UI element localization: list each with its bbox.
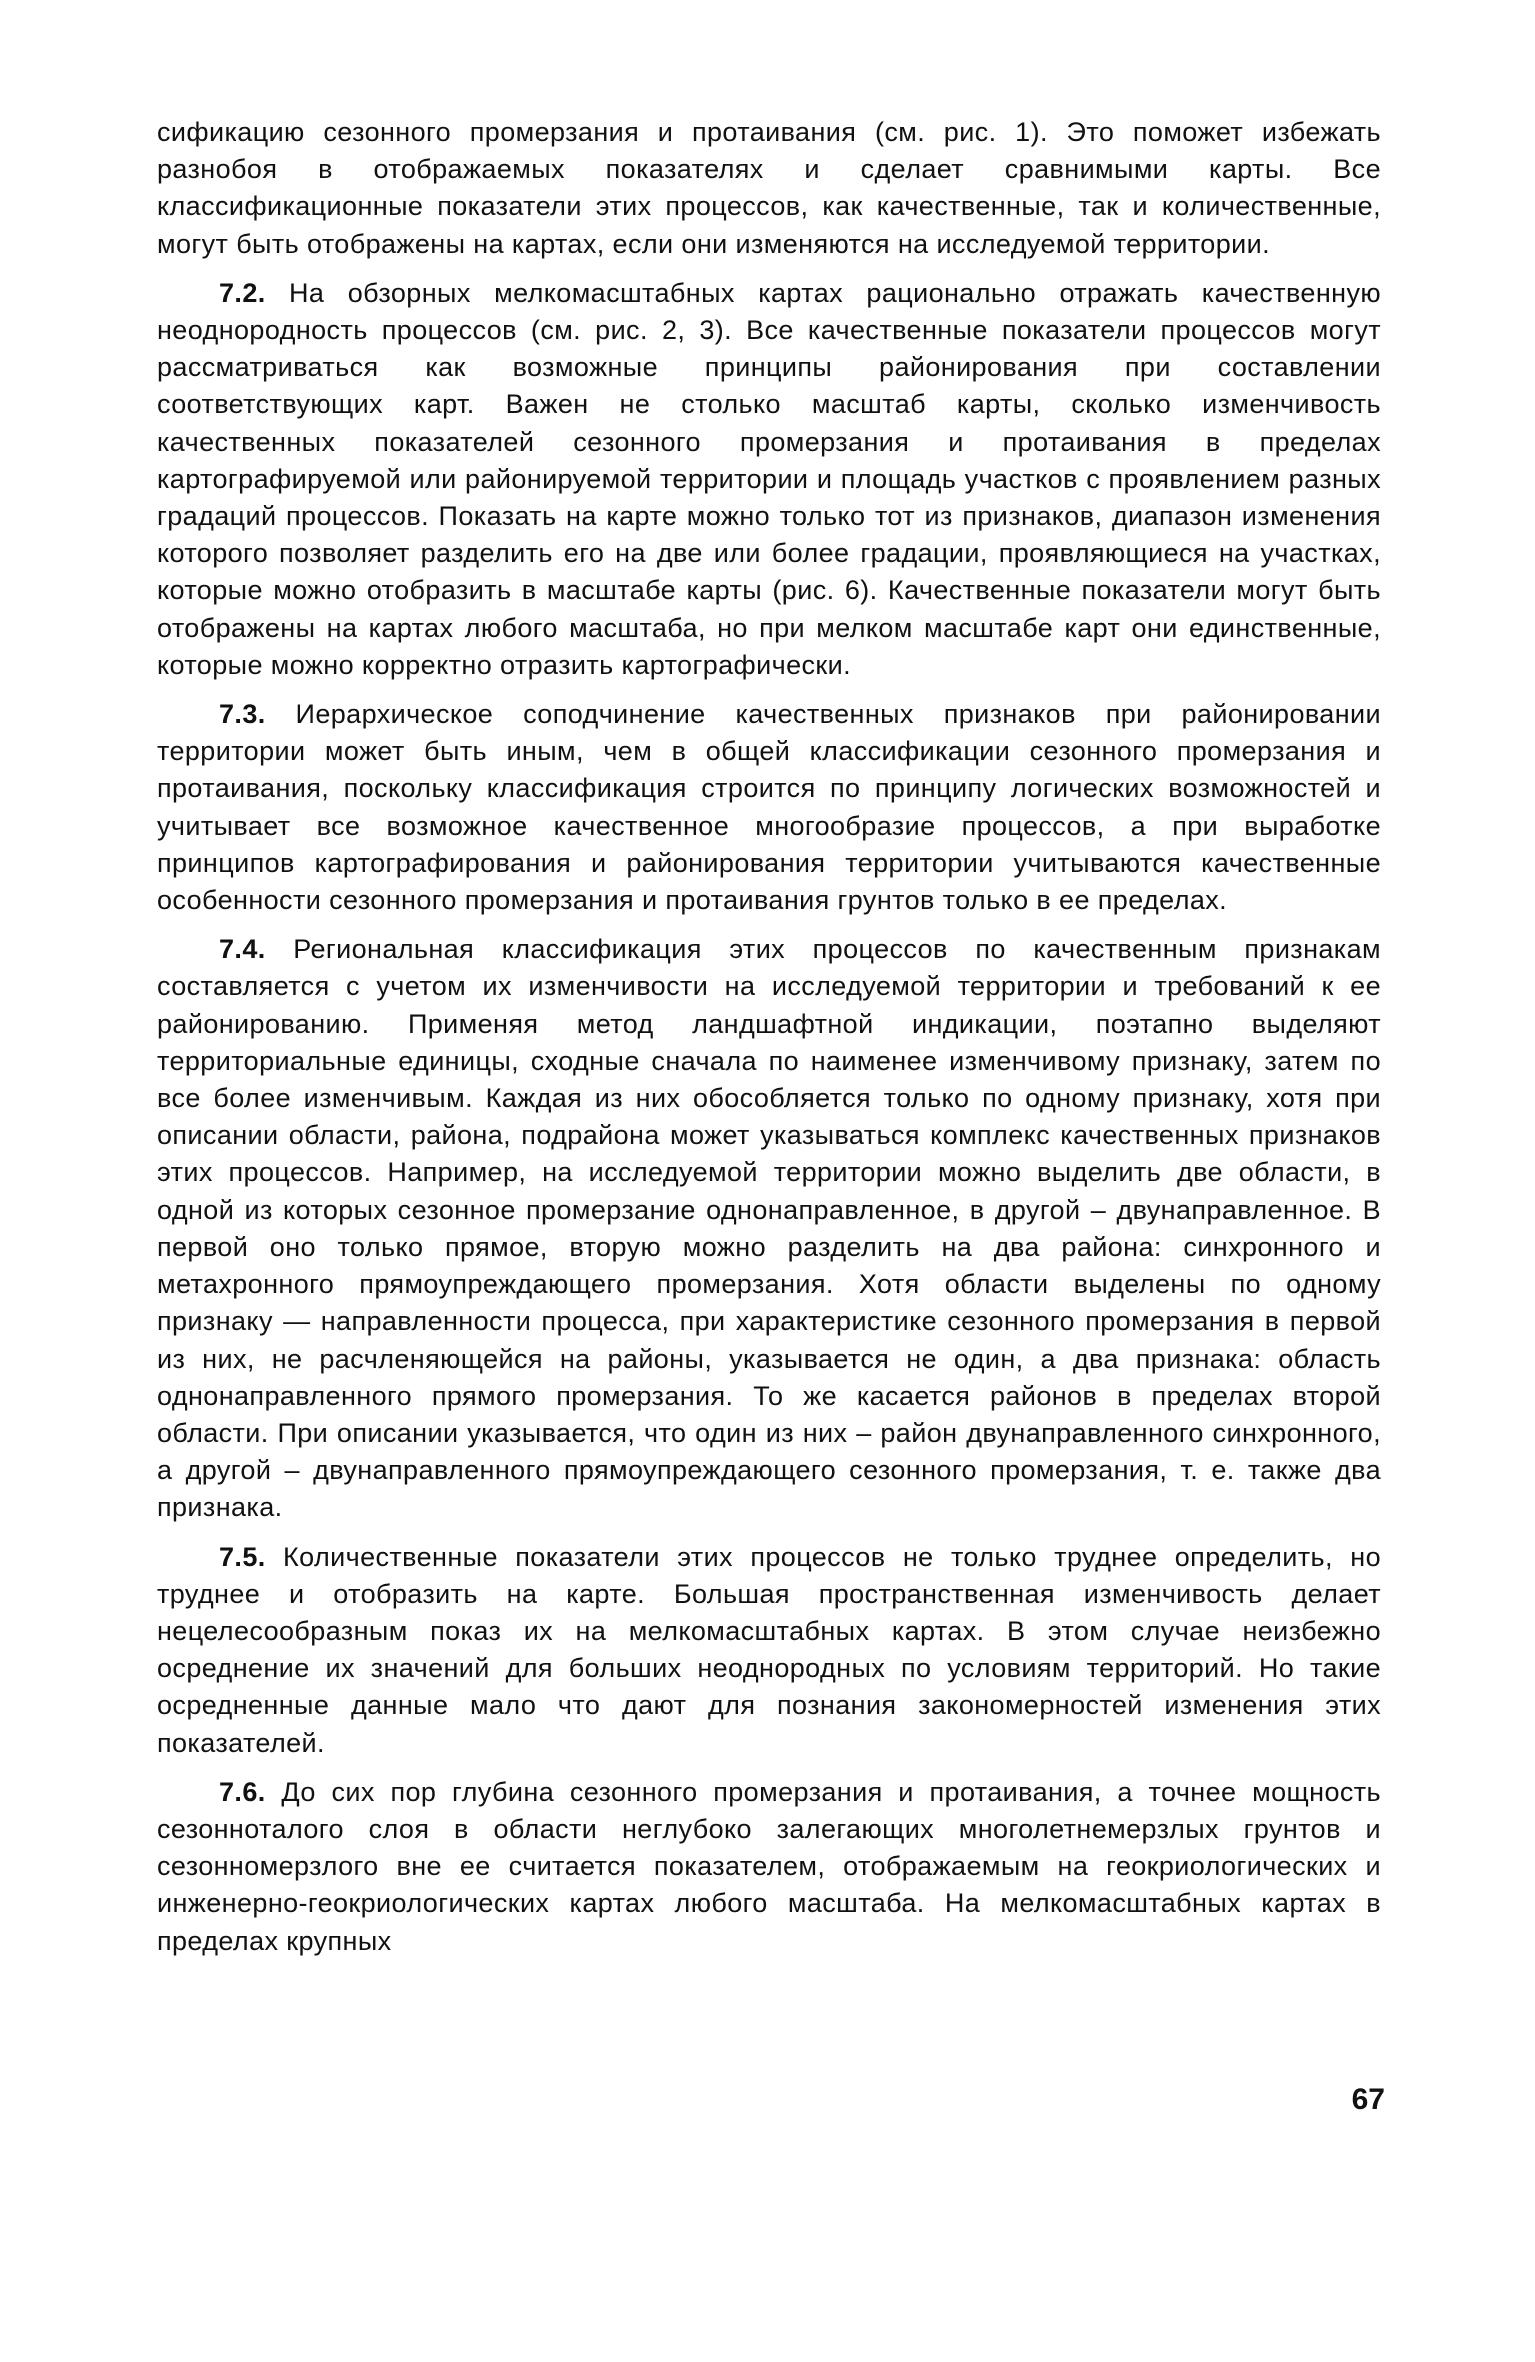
page-text xyxy=(157,114,1381,1960)
paragraph-text: сификацию сезонного промерзания и протаивания (см. рис. 1). Это поможет избежать разнобоя в отображаемых показателях и сделает сравнимыми карты. Все классификационные показатели этих процессов, как качественные, так и количественные, могут быть отображены на картах, если они изменяются на исследуемой территории. xyxy=(157,117,1381,259)
paragraph-number: 7.2. xyxy=(219,277,266,308)
paragraph-continuation xyxy=(157,114,1381,263)
paragraph-number: 7.6. xyxy=(219,1776,266,1807)
paragraph-number: 7.3. xyxy=(219,699,266,730)
paragraph-7-6 xyxy=(157,1774,1381,1960)
paragraph-number: 7.5. xyxy=(219,1541,266,1572)
paragraph-text: До сих пор глубина сезонного промерзания и протаивания, а точнее мощность сезонноталого слоя в области неглубоко залегающих многолетнемерзлых грунтов и сезонномерзлого вне ее считается показателем, отображаемым на геокриологических и инженерно-геокриологических картах любого масштаба. На мелкомасштабных картах в пределах крупных xyxy=(157,1776,1381,1956)
paragraph-7-2 xyxy=(157,275,1381,684)
paragraph-number: 7.4. xyxy=(219,934,266,965)
paragraph-text: Региональная классификация этих процессов по качественным признакам составляется с учетом их изменчивости на исследуемой территории и требований к ее районированию. Применяя метод ландшафтной индикации, поэтапно выделяют территориальные единицы, сходные сначала по наименее изменчивому признаку, затем по все более изменчивым. Каждая из них обособляется только по одному признаку, хотя при описании области, района, подрайона может указываться комплекс качественных признаков этих процессов. Например, на исследуемой территории можно выделить две области, в одной из которых сезонное промерзание однонаправленное, в другой – двунаправленное. В первой оно только прямое, вторую можно разделить на два района: синхронного и метахронного прямоупреждающего промерзания. Хотя области выделены по одному признаку — направленности процесса, при характеристике сезонного промерзания в первой из них, не расчленяющейся на районы, указывается не один, а два признака: область однонаправленного прямого промерзания. То же касается районов в пределах второй области. При описании указывается, что один из них – район двунаправленного синхронного, а другой – двунаправленного прямоупреждающего сезонного промерзания, т. е. также два признака. xyxy=(157,934,1381,1523)
page-number: 67 xyxy=(1351,2083,1385,2116)
paragraph-7-3 xyxy=(157,696,1381,919)
paragraph-text: Количественные показатели этих процессов не только труднее определить, но труднее и отобразить на карте. Большая пространственная изменчивость делает нецелесообразным показ их на мелкомасштабных картах. В этом случае неизбежно осреднение их значений для больших неоднородных по условиям территорий. Но такие осредненные данные мало что дают для познания закономерностей изменения этих показателей. xyxy=(157,1541,1381,1758)
paragraph-7-5 xyxy=(157,1539,1381,1762)
paragraph-text: На обзорных мелкомасштабных картах рационально отражать качественную неоднородность процессов (см. рис. 2, 3). Все качественные показатели процессов могут рассматриваться как возможные принципы районирования при составлении соответствующих карт. Важен не столько масштаб карты, сколько изменчивость качественных показателей сезонного промерзания и протаивания в пределах картографируемой или районируемой территории и площадь участков с проявлением разных градаций процессов. Показать на карте можно только тот из признаков, диапазон изменения которого позволяет разделить его на две или более градации, проявляющиеся на участках, которые можно отобразить в масштабе карты (рис. 6). Качественные показатели могут быть отображены на картах любого масштаба, но при мелком масштабе карт они единственные, которые можно корректно отразить картографически. xyxy=(157,277,1381,680)
paragraph-7-4 xyxy=(157,931,1381,1526)
paragraph-text: Иерархическое соподчинение качественных признаков при районировании территории может быть иным, чем в общей классификации сезонного промерзания и протаивания, поскольку классификация строится по принципу логических возможностей и учитывает все возможное качественное многообразие процессов, а при выработке принципов картографирования и районирования территории учитываются качественные особенности сезонного промерзания и протаивания грунтов только в ее пределах. xyxy=(157,699,1381,916)
